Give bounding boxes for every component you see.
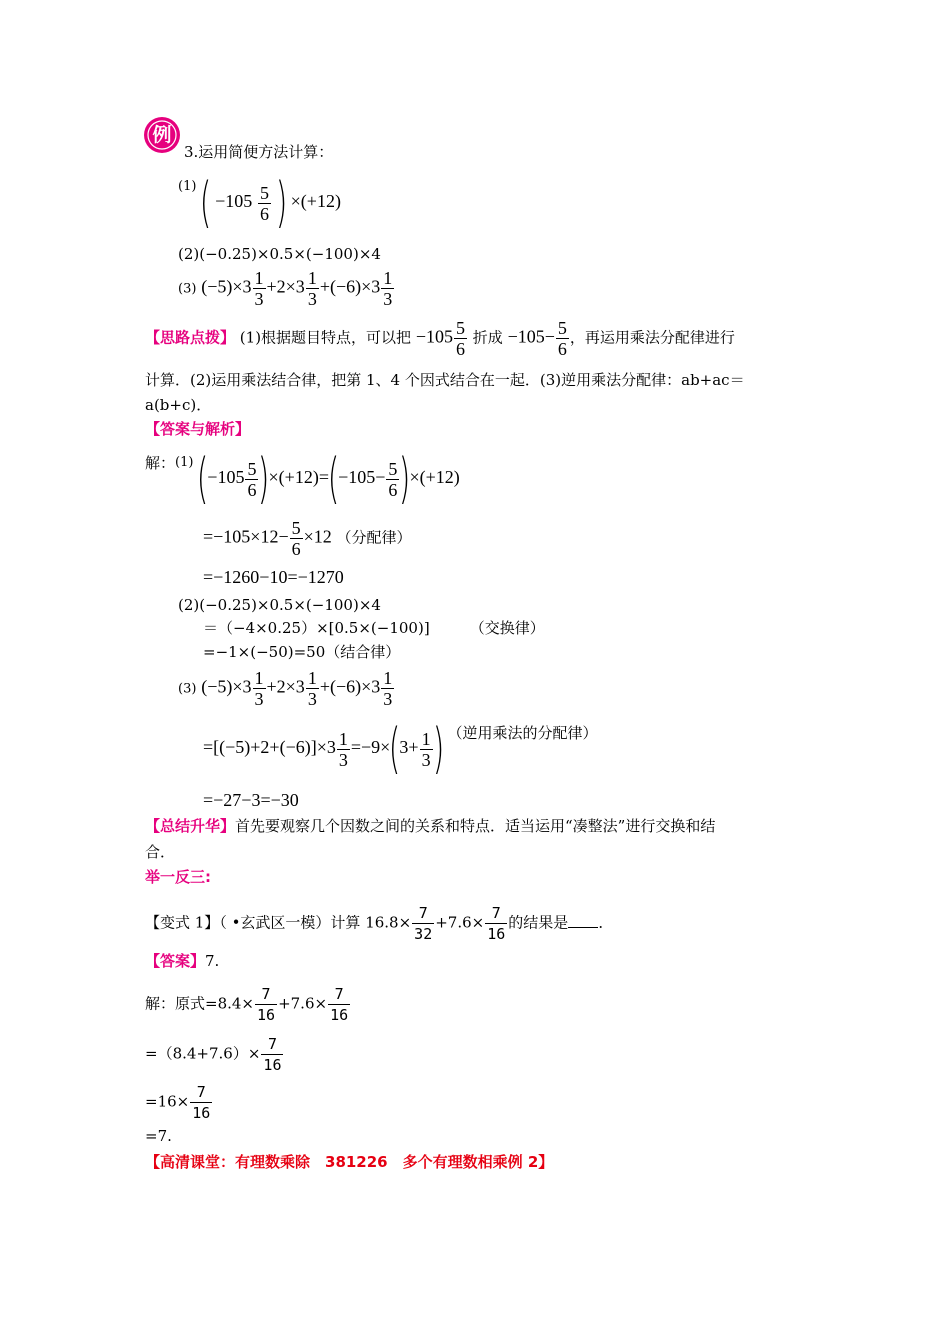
- hint-frac-2: $\frac{5}{6}$: [557, 318, 567, 359]
- hint-text-a: (1)根据题目特点，可以把: [239, 328, 412, 347]
- s1-tail-1: ×(+12): [268, 467, 319, 487]
- s3-l2-frac: $\frac{1}{3}$: [338, 728, 348, 770]
- s1-mid: −105−: [338, 467, 386, 487]
- left-paren: (: [196, 447, 209, 510]
- s3-frac-b: $\frac{1}{3}$: [307, 668, 317, 709]
- example-title: 3.运用简便方法计算：: [184, 143, 334, 161]
- variant-text-c: 的结果是: [508, 913, 569, 932]
- variant-1: [145, 903, 613, 944]
- answer-label: 【答案与解析】: [145, 420, 251, 438]
- variant-text-b: +7.6×: [435, 913, 485, 932]
- summary-line-2: 合．: [145, 843, 176, 861]
- q3-frac-a: $\frac{1}{3}$: [254, 268, 264, 309]
- left-paren: (: [199, 171, 212, 234]
- s2-l2-note: （交换律）: [469, 619, 545, 637]
- s3-term-c: +(−6)×3: [319, 676, 381, 697]
- q1-fraction: $\frac{5}{6}$: [260, 182, 269, 224]
- solution-3-line-1: [178, 668, 395, 709]
- s1-label: (1): [175, 455, 194, 470]
- s2-l2: ＝（−4×0.25）×[0.5×(−100)]: [203, 619, 430, 637]
- left-paren: (: [327, 447, 340, 510]
- s1-frac-2: $\frac{5}{6}$: [388, 458, 398, 500]
- sol-line-3: [145, 1082, 213, 1123]
- q3-term-c: +(−6)×3: [319, 276, 381, 297]
- hint-text-b: 折成: [472, 328, 503, 347]
- footer-reference: 【高清课堂：有理数乘除 381226 多个有理数相乘例 2】: [145, 1153, 554, 1171]
- question-1: [178, 171, 341, 234]
- summary-text: 首先要观察几个因数之间的关系和特点．适当运用“凑整法”进行交换和结: [235, 817, 716, 835]
- s1-l2-b: ×12: [303, 526, 332, 547]
- right-paren: ): [399, 447, 411, 510]
- sol-frac-3: $\frac{7}{16}$: [263, 1035, 282, 1074]
- q1-label: (1): [178, 179, 197, 194]
- q1-tail: ×(+12): [290, 191, 341, 211]
- q3-frac-c: $\frac{1}{3}$: [383, 268, 393, 309]
- hint-text-d: ，再运用乘法分配律进行: [569, 328, 735, 347]
- solution-3-line-2: [203, 717, 598, 780]
- s3-frac-a: $\frac{1}{3}$: [254, 668, 264, 709]
- s1-tail-2: ×(+12): [409, 467, 460, 487]
- sol-line-3-a: =16×: [145, 1092, 190, 1111]
- answer-2-value: 7.: [205, 952, 220, 970]
- example-badge-label: 例: [152, 124, 172, 146]
- q1-whole: −105: [215, 191, 253, 211]
- s3-term-a: (−5)×3: [201, 676, 252, 697]
- solution-1-line-1: [145, 447, 460, 510]
- practice-heading: 举一反三:: [145, 868, 211, 886]
- summary-label: 【总结升华】: [145, 817, 236, 835]
- summary-line-1: [145, 815, 715, 837]
- right-paren: ): [432, 717, 444, 780]
- variant-end: ．: [598, 913, 614, 932]
- s1-frac-1: $\frac{5}{6}$: [247, 458, 257, 500]
- hint-line-1: [145, 318, 735, 359]
- sol-frac-2: $\frac{7}{16}$: [330, 985, 349, 1024]
- right-paren: ): [258, 447, 270, 510]
- sol-line-1: [145, 984, 351, 1025]
- s3-l2-frac-2: $\frac{1}{3}$: [421, 728, 431, 770]
- solve-label: 解：: [145, 454, 176, 472]
- s3-term-b: +2×3: [266, 676, 305, 697]
- solution-2-line-1: (2)(−0.25)×0.5×(−100)×4: [178, 596, 381, 614]
- hint-label: 【思路点拨】: [145, 328, 236, 347]
- right-paren: ): [275, 171, 288, 234]
- example-badge: [143, 116, 181, 154]
- s3-label: (3): [178, 681, 197, 697]
- q3-term-a: (−5)×3: [201, 276, 252, 297]
- hint-frac-1: $\frac{5}{6}$: [455, 318, 465, 359]
- sol-line-1-b: +7.6×: [278, 994, 328, 1013]
- s1-whole: −105: [207, 467, 245, 487]
- answer-2: [145, 950, 219, 972]
- s3-l2-b: =−9×: [350, 737, 391, 757]
- hint-whole: −105: [415, 326, 453, 347]
- answer-blank: [568, 913, 598, 928]
- sol-line-2-a: =（8.4+7.6）×: [145, 1044, 261, 1063]
- s3-frac-c: $\frac{1}{3}$: [383, 668, 393, 709]
- answer-2-label: 【答案】: [145, 952, 206, 970]
- sol-line-1-a: 解：原式=8.4×: [145, 994, 254, 1013]
- variant-frac-1: $\frac{7}{32}$: [414, 904, 433, 943]
- s1-l2-a: =−105×12−: [203, 526, 289, 547]
- sol-line-2: [145, 1034, 284, 1075]
- solution-2-line-2: [203, 617, 545, 639]
- variant-text-a: （ •玄武区一模）计算 16.8×: [219, 913, 412, 932]
- s3-l2-a: =[(−5)+2+(−6)]×3: [203, 737, 336, 757]
- sol-frac-1: $\frac{7}{16}$: [257, 985, 276, 1024]
- variant-frac-2: $\frac{7}{16}$: [487, 904, 506, 943]
- left-paren: (: [389, 717, 401, 780]
- solution-1-line-3: =−1260−10=−1270: [203, 567, 344, 587]
- s1-eq: =: [318, 467, 329, 487]
- q3-label: (3): [178, 281, 197, 297]
- hint-expr: −105−: [507, 326, 555, 347]
- hint-line-3: a(b+c)．: [145, 396, 212, 414]
- solution-3-line-3: =−27−3=−30: [203, 790, 299, 810]
- q3-frac-b: $\frac{1}{3}$: [307, 268, 317, 309]
- sol-frac-4: $\frac{7}{16}$: [192, 1083, 211, 1122]
- solution-2-line-3: =−1×(−50)=50（结合律）: [203, 643, 401, 661]
- solution-1-line-2: [203, 518, 412, 559]
- question-2: (2)(−0.25)×0.5×(−100)×4: [178, 245, 381, 263]
- sol-line-4: =7.: [145, 1127, 172, 1145]
- s3-l2-note: （逆用乘法的分配律）: [447, 724, 598, 742]
- hint-line-2: 计算．(2)运用乘法结合律，把第 1、4 个因式结合在一起．(3)逆用乘法分配律：ab+ac＝: [145, 371, 745, 389]
- variant-label: 【变式 1】: [145, 913, 220, 932]
- s1-l2-note: （分配律）: [336, 528, 412, 547]
- s1-l2-frac: $\frac{5}{6}$: [291, 518, 301, 559]
- question-3: [178, 268, 395, 309]
- q3-term-b: +2×3: [266, 276, 305, 297]
- s3-l2-c: 3+: [399, 737, 419, 757]
